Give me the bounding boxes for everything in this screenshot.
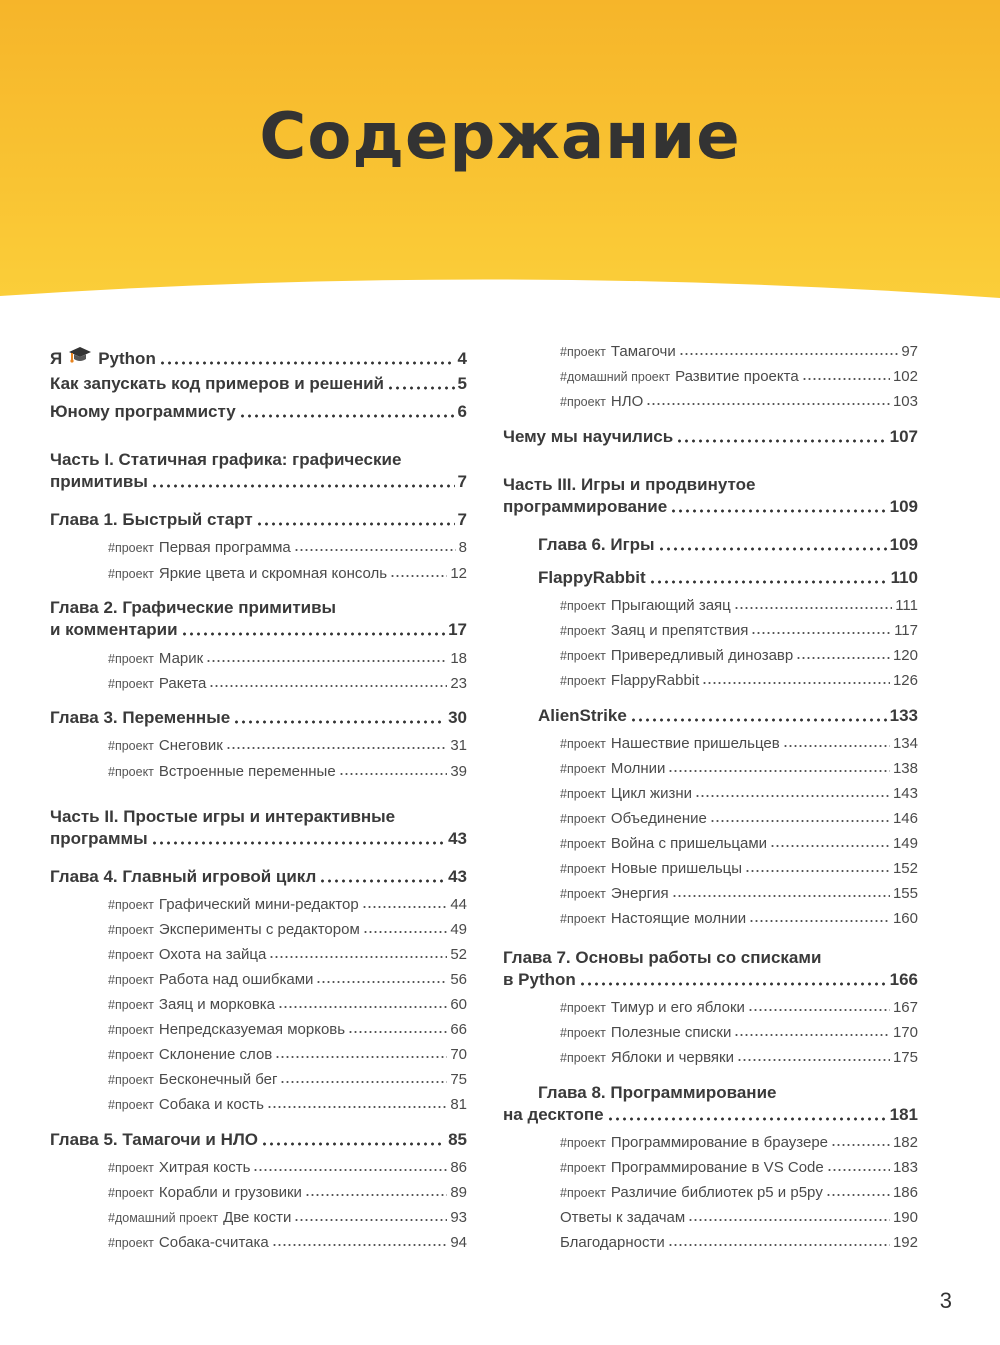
toc-item[interactable] <box>560 860 918 877</box>
dot-leader <box>668 769 890 773</box>
toc-page-number: 49 <box>450 921 467 938</box>
dot-leader <box>737 1058 890 1062</box>
toc-page-number: 133 <box>889 706 918 725</box>
toc-item[interactable] <box>108 921 467 938</box>
dot-leader <box>745 869 890 873</box>
toc-title: Глава 6. Игры <box>538 535 655 554</box>
toc-title: Цикл жизни <box>610 785 693 802</box>
toc-heading[interactable] <box>503 1105 918 1125</box>
dot-leader <box>387 386 455 390</box>
toc-title: Хитрая кость <box>158 1159 251 1176</box>
toc-page-number: 56 <box>450 971 467 988</box>
toc-title: в Python <box>503 970 576 989</box>
toc-title: Энергия <box>610 885 669 902</box>
toc-item[interactable] <box>108 1209 467 1226</box>
dot-leader <box>770 844 890 848</box>
dot-leader <box>348 1030 447 1034</box>
dot-leader <box>151 841 445 845</box>
toc-title: Заяц и препятствия <box>610 622 749 639</box>
toc-item[interactable] <box>108 675 467 692</box>
toc-page-number: 7 <box>457 472 467 491</box>
dot-leader <box>151 484 455 488</box>
toc-heading[interactable] <box>503 427 918 447</box>
toc-page-number: 39 <box>450 763 467 780</box>
toc-page-number: 81 <box>450 1096 467 1113</box>
toc-item[interactable] <box>560 835 918 852</box>
toc-page-number: 75 <box>450 1071 467 1088</box>
project-tag: #проект <box>108 677 154 691</box>
project-tag: #проект <box>560 345 606 359</box>
dot-leader <box>734 1033 890 1037</box>
dot-leader <box>339 772 448 776</box>
toc-page-number: 166 <box>889 970 918 989</box>
toc-item[interactable] <box>560 597 918 614</box>
project-tag: #проект <box>108 541 154 555</box>
toc-title: программирование <box>503 497 668 516</box>
toc-title: на десктопе <box>503 1105 604 1124</box>
page-number: 3 <box>939 1288 952 1313</box>
toc-title: Ракета <box>158 675 207 692</box>
toc-item[interactable] <box>560 672 918 689</box>
toc-page-number: 43 <box>448 829 467 848</box>
toc-page-number: 30 <box>448 708 467 727</box>
dot-leader <box>826 1193 890 1197</box>
project-tag: #проект <box>108 1161 154 1175</box>
dot-leader <box>649 580 888 584</box>
toc-title: Ответы к задачам <box>560 1209 686 1226</box>
toc-title: AlienStrike <box>538 706 627 725</box>
toc-page-number: 85 <box>448 1130 467 1149</box>
toc-page-number: 6 <box>457 402 467 421</box>
toc-heading-line: Глава 2. Графические примитивы <box>50 598 337 617</box>
project-tag: #проект <box>108 1186 154 1200</box>
dot-leader <box>579 982 887 986</box>
dot-leader <box>688 1218 890 1222</box>
project-tag: #проект <box>560 649 606 663</box>
project-tag: #проект <box>560 624 606 638</box>
toc-page-number: 138 <box>892 760 918 777</box>
project-tag: #проект <box>560 837 606 851</box>
toc-page-number: 103 <box>892 393 918 410</box>
toc-item[interactable] <box>108 971 467 988</box>
project-tag: #проект <box>560 862 606 876</box>
toc-item[interactable] <box>108 737 467 754</box>
dot-leader <box>253 1168 447 1172</box>
toc-page-number: 70 <box>450 1046 467 1063</box>
toc-page-number: 143 <box>892 785 918 802</box>
toc-heading-line: Часть II. Простые игры и интерактивные <box>50 807 396 826</box>
project-tag: #проект <box>560 674 606 688</box>
dot-leader <box>670 509 886 513</box>
toc-page-number: 183 <box>892 1159 918 1176</box>
toc-title: Полезные списки <box>610 1024 732 1041</box>
toc-page-number: 89 <box>450 1184 467 1201</box>
project-tag: #проект <box>108 652 154 666</box>
dot-leader <box>159 361 455 365</box>
dot-leader <box>239 414 455 418</box>
toc-title: Глава 1. Быстрый старт <box>50 510 253 529</box>
toc-title: Бесконечный бег <box>158 1071 278 1088</box>
dot-leader <box>827 1168 890 1172</box>
toc-page-number: 109 <box>889 497 918 516</box>
toc-page-number: 182 <box>892 1134 918 1151</box>
toc-title: и комментарии <box>50 620 178 639</box>
toc-page-number: 146 <box>892 810 918 827</box>
dot-leader <box>316 980 447 984</box>
toc-heading[interactable] <box>50 867 467 887</box>
dot-leader <box>226 746 448 750</box>
toc-page-number: 152 <box>892 860 918 877</box>
dot-leader <box>748 1008 890 1012</box>
toc-page-number: 126 <box>892 672 918 689</box>
dot-leader <box>267 1105 447 1109</box>
toc-title: Склонение слов <box>158 1046 273 1063</box>
toc-page-number: 31 <box>450 737 467 754</box>
toc-heading[interactable] <box>538 535 918 555</box>
toc-item[interactable] <box>560 368 918 385</box>
toc-heading[interactable] <box>50 472 467 492</box>
toc-heading-line: Часть III. Игры и продвинутое <box>503 475 756 494</box>
toc-item[interactable] <box>108 1071 467 1088</box>
toc-heading[interactable] <box>503 497 918 517</box>
toc-item[interactable] <box>108 1159 467 1176</box>
toc-item[interactable] <box>560 343 918 360</box>
dot-leader <box>275 1055 447 1059</box>
toc-item[interactable] <box>560 999 918 1016</box>
toc-title: программы <box>50 829 148 848</box>
project-tag: #проект <box>560 762 606 776</box>
dot-leader <box>209 684 447 688</box>
toc-heading[interactable] <box>538 706 918 726</box>
toc-title: Глава 5. Тамагочи и НЛО <box>50 1130 259 1149</box>
toc-item[interactable] <box>560 760 918 777</box>
dot-leader <box>363 930 448 934</box>
project-tag: #проект <box>108 898 154 912</box>
toc-page-number: 117 <box>894 622 918 639</box>
toc-title: Снеговик <box>158 737 223 754</box>
dot-leader <box>668 1243 890 1247</box>
toc-page-number: 167 <box>892 999 918 1016</box>
project-tag: #проект <box>108 1098 154 1112</box>
toc-page-number: 192 <box>892 1234 918 1251</box>
project-tag: #проект <box>108 1236 154 1250</box>
toc-title: Новые пришельцы <box>610 860 743 877</box>
toc-heading-line: Глава 7. Основы работы со списками <box>503 948 822 967</box>
toc-page-number: 43 <box>448 867 467 886</box>
toc-item[interactable] <box>560 393 918 410</box>
toc-title: FlappyRabbit <box>538 568 646 587</box>
toc-title: Яркие цвета и скромная консоль <box>158 565 388 582</box>
toc-title: Объединение <box>610 810 707 827</box>
toc-title: Чему мы научились <box>503 427 674 446</box>
graduation-cap-icon <box>68 346 92 364</box>
toc-title: Различие библиотек p5 и p5py <box>610 1184 823 1201</box>
project-tag: #домашний проект <box>108 1211 219 1225</box>
toc-heading[interactable] <box>50 402 467 422</box>
toc-page-number: 4 <box>457 349 467 368</box>
dot-leader <box>294 1218 447 1222</box>
project-tag: #проект <box>560 1051 606 1065</box>
toc-item[interactable] <box>560 810 918 827</box>
toc-item[interactable] <box>108 539 467 556</box>
toc-page-number: 97 <box>901 343 918 360</box>
toc-page-number: 190 <box>892 1209 918 1226</box>
project-tag: #проект <box>560 599 606 613</box>
dot-leader <box>751 631 891 635</box>
toc-heading[interactable] <box>50 829 467 849</box>
toc-item[interactable] <box>108 946 467 963</box>
toc-item[interactable] <box>108 763 467 780</box>
toc-title: Охота на зайца <box>158 946 267 963</box>
toc-item[interactable] <box>108 1021 467 1038</box>
toc-page-number: 149 <box>892 835 918 852</box>
toc-title: Первая программа <box>158 539 291 556</box>
toc-item[interactable] <box>108 996 467 1013</box>
dot-leader <box>802 377 890 381</box>
toc-page-number: 44 <box>450 896 467 913</box>
dot-leader <box>305 1193 447 1197</box>
toc-title: Заяц и морковка <box>158 996 276 1013</box>
project-tag: #проект <box>108 739 154 753</box>
toc-page-number: 52 <box>450 946 467 963</box>
toc-page-number: 134 <box>892 735 918 752</box>
project-tag: #проект <box>560 787 606 801</box>
dot-leader <box>269 955 447 959</box>
toc-item[interactable] <box>560 1184 918 1201</box>
project-tag: #проект <box>560 1026 606 1040</box>
project-tag: #проект <box>108 973 154 987</box>
toc-title: Корабли и грузовики <box>158 1184 302 1201</box>
project-tag: #проект <box>560 887 606 901</box>
toc-heading[interactable] <box>50 620 467 640</box>
toc-page-number: 110 <box>890 568 918 587</box>
page-title: Содержание <box>259 100 741 174</box>
toc-title: Собака и кость <box>158 1096 264 1113</box>
toc-page-number: 175 <box>892 1049 918 1066</box>
toc-heading[interactable] <box>503 970 918 990</box>
toc-page-number: 160 <box>892 910 918 927</box>
project-tag: #проект <box>560 395 606 409</box>
toc-title: Собака-считака <box>158 1234 269 1251</box>
toc-title: Непредсказуемая морковь <box>158 1021 346 1038</box>
toc-item[interactable] <box>108 565 467 582</box>
dot-leader <box>734 606 892 610</box>
toc-heading[interactable] <box>50 1130 467 1150</box>
dot-leader <box>362 905 448 909</box>
dot-leader <box>796 656 890 660</box>
toc-item[interactable] <box>108 650 467 667</box>
dot-leader <box>206 659 447 663</box>
toc-title: Две кости <box>223 1209 292 1226</box>
project-tag: #проект <box>108 765 154 779</box>
toc-page-number: 60 <box>450 996 467 1013</box>
toc-item[interactable] <box>108 1046 467 1063</box>
toc-title: Молнии <box>610 760 666 777</box>
toc-item[interactable] <box>108 1234 467 1251</box>
project-tag: #проект <box>108 1048 154 1062</box>
toc-page-number: 7 <box>457 510 467 529</box>
project-tag: #проект <box>560 1186 606 1200</box>
toc-title: Яблоки и червяки <box>610 1049 734 1066</box>
toc-item[interactable] <box>108 1096 467 1113</box>
toc-item[interactable] <box>108 1184 467 1201</box>
project-tag: #проект <box>108 998 154 1012</box>
toc-title: Марик <box>158 650 204 667</box>
toc-page-number: 107 <box>889 427 918 446</box>
toc-title: Благодарности <box>560 1234 665 1251</box>
dot-leader <box>390 574 447 578</box>
toc-item[interactable] <box>560 1159 918 1176</box>
toc-page-number: 12 <box>450 565 467 582</box>
dot-leader <box>319 879 445 883</box>
toc-heading[interactable] <box>50 708 467 728</box>
dot-leader <box>646 402 890 406</box>
dot-leader <box>261 1142 445 1146</box>
dot-leader <box>278 1005 447 1009</box>
toc-title: Программирование в браузере <box>610 1134 829 1151</box>
toc-page-number: 86 <box>450 1159 467 1176</box>
project-tag: #домашний проект <box>560 370 671 384</box>
toc-heading[interactable] <box>50 374 467 394</box>
toc-title: Развитие проекта <box>675 368 799 385</box>
toc-title: Настоящие молнии <box>610 910 747 927</box>
toc-item[interactable] <box>560 1234 918 1251</box>
toc-title: Прыгающий заяц <box>610 597 731 614</box>
toc-item[interactable] <box>560 1134 918 1151</box>
toc-title: Python <box>98 349 156 368</box>
toc-page-number: 93 <box>450 1209 467 1226</box>
dot-leader <box>181 632 446 636</box>
project-tag: #проект <box>560 1161 606 1175</box>
dot-leader <box>294 548 456 552</box>
toc-page-number: 120 <box>892 647 918 664</box>
toc-item[interactable] <box>560 1024 918 1041</box>
toc-title: Встроенные переменные <box>158 763 336 780</box>
toc-page-number: 102 <box>892 368 918 385</box>
toc-title: Нашествие пришельцев <box>610 735 780 752</box>
dot-leader <box>702 681 890 685</box>
toc-page-number: 17 <box>448 620 467 639</box>
toc-title: Программирование в VS Code <box>610 1159 824 1176</box>
toc-item[interactable] <box>108 896 467 913</box>
dot-leader <box>783 744 890 748</box>
toc-page-number: 170 <box>892 1024 918 1041</box>
dot-leader <box>695 794 890 798</box>
dot-leader <box>710 819 890 823</box>
toc-title: Эксперименты с редактором <box>158 921 360 938</box>
dot-leader <box>676 439 886 443</box>
project-tag: #проект <box>560 912 606 926</box>
toc-page-number: 181 <box>889 1105 918 1124</box>
dot-leader <box>607 1117 887 1121</box>
toc-item[interactable] <box>560 735 918 752</box>
dot-leader <box>630 718 887 722</box>
dot-leader <box>658 547 887 551</box>
toc-title: НЛО <box>610 393 644 410</box>
project-tag: #проект <box>560 737 606 751</box>
toc-page-number: 94 <box>450 1234 467 1251</box>
toc-page-number: 111 <box>895 597 918 614</box>
project-tag: #проект <box>108 567 154 581</box>
toc-title: Как запускать код примеров и решений <box>50 374 385 393</box>
toc-heading[interactable] <box>50 346 467 369</box>
header-curve <box>0 240 1000 310</box>
toc-item[interactable] <box>560 910 918 927</box>
toc-title: Глава 3. Переменные <box>50 708 231 727</box>
toc-item[interactable] <box>560 622 918 639</box>
project-tag: #проект <box>560 1001 606 1015</box>
dot-leader <box>233 720 445 724</box>
toc-title: Привередливый динозавр <box>610 647 794 664</box>
toc-title: Тамагочи <box>610 343 676 360</box>
toc-page-number: 18 <box>450 650 467 667</box>
dot-leader <box>831 1143 890 1147</box>
dot-leader <box>679 352 899 356</box>
toc-page-number: 5 <box>457 374 467 393</box>
project-tag: #проект <box>108 1073 154 1087</box>
toc-heading[interactable] <box>50 510 467 530</box>
project-tag: #проект <box>108 923 154 937</box>
toc-page-number: 66 <box>450 1021 467 1038</box>
dot-leader <box>272 1243 448 1247</box>
toc-page-number: 8 <box>458 539 467 556</box>
toc-item[interactable] <box>560 647 918 664</box>
toc-title: Глава 4. Главный игровой цикл <box>50 867 317 886</box>
toc-title: Война с пришельцами <box>610 835 768 852</box>
toc-item[interactable] <box>560 1209 918 1226</box>
dot-leader <box>256 522 455 526</box>
project-tag: #проект <box>560 1136 606 1150</box>
toc-title: Тимур и его яблоки <box>610 999 745 1016</box>
toc-page-number: 155 <box>892 885 918 902</box>
toc-item[interactable] <box>560 785 918 802</box>
project-tag: #проект <box>560 812 606 826</box>
toc-title: примитивы <box>50 472 148 491</box>
project-tag: #проект <box>108 948 154 962</box>
toc-page-number: 186 <box>892 1184 918 1201</box>
toc-title: Юному программисту <box>50 402 236 421</box>
toc-heading-line: Глава 8. Программирование <box>538 1083 777 1102</box>
toc-title: Графический мини-редактор <box>158 896 359 913</box>
toc-prefix: Я <box>50 349 63 368</box>
toc-page-number: 23 <box>450 675 467 692</box>
toc-item[interactable] <box>560 1049 918 1066</box>
project-tag: #проект <box>108 1023 154 1037</box>
toc-heading[interactable] <box>538 568 918 588</box>
toc-item[interactable] <box>560 885 918 902</box>
dot-leader <box>749 919 890 923</box>
toc-page-number: 109 <box>889 535 918 554</box>
toc-title: FlappyRabbit <box>610 672 700 689</box>
dot-leader <box>672 894 890 898</box>
toc-heading-line: Часть I. Статичная графика: графические <box>50 450 402 469</box>
toc-title: Работа над ошибками <box>158 971 314 988</box>
dot-leader <box>280 1080 447 1084</box>
